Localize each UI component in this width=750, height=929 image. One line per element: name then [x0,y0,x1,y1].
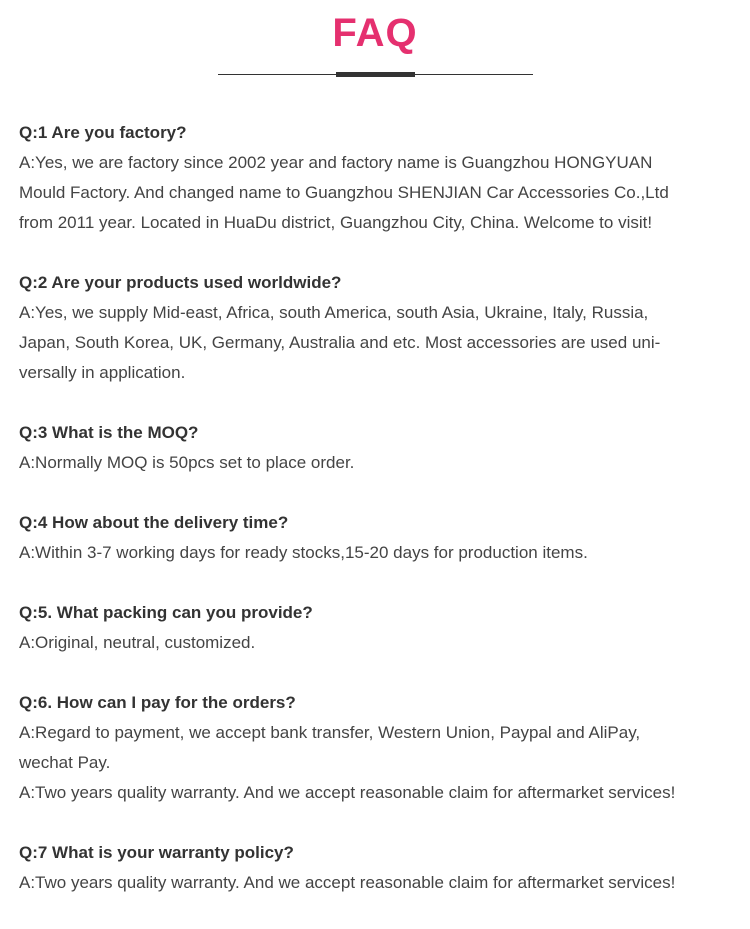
faq-item [19,598,734,658]
faq-question: Q:5. What packing can you provide? [19,603,313,622]
page-title: FAQ [332,11,418,55]
faq-answer-line: Japan, South Korea, UK, Germany, Australia and etc. Most accessories are used uni- [19,333,661,352]
faq-answer-line: from 2011 year. Located in HuaDu district, Guangzhou City, China. Welcome to visit! [19,213,653,232]
faq-question: Q:4 How about the delivery time? [19,513,289,532]
faq-question: Q:2 Are your products used worldwide? [19,273,342,292]
faq-answer [19,628,734,658]
faq-answer-line: Mould Factory. And changed name to Guangzhou SHENJIAN Car Accessories Co.,Ltd [19,183,669,202]
faq-question: Q:6. How can I pay for the orders? [19,693,296,712]
faq-item [19,838,734,898]
faq-answer-line: A:Two years quality warranty. And we accept reasonable claim for aftermarket services! [19,783,676,802]
faq-question: Q:3 What is the MOQ? [19,423,199,442]
faq-answer [19,298,734,388]
faq-answer [19,718,734,808]
faq-item [19,508,734,568]
faq-answer [19,148,734,238]
faq-item [19,688,734,808]
title-divider-accent [336,72,415,77]
faq-answer-line: wechat Pay. [19,753,111,772]
faq-answer-line: A:Original, neutral, customized. [19,633,256,652]
faq-answer [19,538,734,568]
faq-question: Q:7 What is your warranty policy? [19,843,294,862]
faq-item [19,418,734,478]
faq-list [19,118,734,928]
faq-item [19,118,734,238]
faq-question: Q:1 Are you factory? [19,123,187,142]
faq-answer-line: A:Regard to payment, we accept bank transfer, Western Union, Paypal and AliPay, [19,723,641,742]
faq-answer-line: A:Yes, we supply Mid-east, Africa, south America, south Asia, Ukraine, Italy, Russia, [19,303,649,322]
faq-answer [19,448,734,478]
faq-answer-line: A:Normally MOQ is 50pcs set to place order. [19,453,355,472]
faq-item [19,268,734,388]
faq-answer-line: A:Within 3-7 working days for ready stocks,15-20 days for production items. [19,543,588,562]
faq-answer [19,868,734,898]
faq-answer-line: A:Two years quality warranty. And we accept reasonable claim for aftermarket services! [19,873,676,892]
faq-answer-line: versally in application. [19,363,186,382]
faq-answer-line: A:Yes, we are factory since 2002 year and factory name is Guangzhou HONGYUAN [19,153,653,172]
faq-header [0,0,750,90]
